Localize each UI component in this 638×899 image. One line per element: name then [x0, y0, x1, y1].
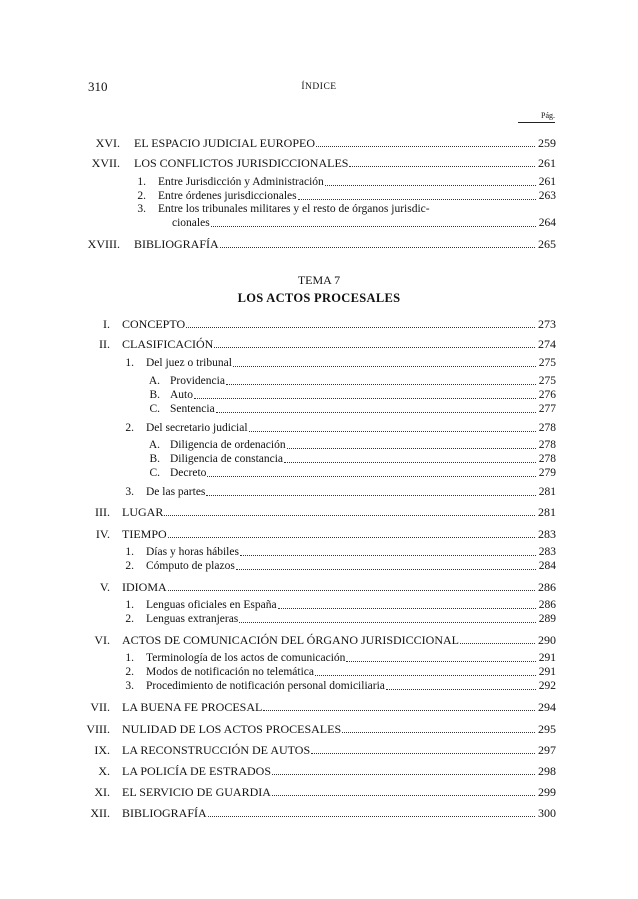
running-header: ÍNDICE	[301, 82, 337, 92]
leader-dots	[249, 430, 536, 432]
toc-label: Lenguas oficiales en España	[146, 599, 277, 611]
toc-page: 276	[538, 389, 556, 401]
toc-entry[interactable]	[122, 764, 556, 778]
leader-dots	[236, 568, 536, 570]
leader-dots	[214, 346, 535, 348]
leader-dots	[211, 225, 536, 227]
toc-label-line1: Entre los tribunales militares y el resto de órganos jurisdic-	[158, 203, 430, 215]
leader-dots	[220, 246, 535, 248]
leader-dots	[208, 815, 535, 817]
toc-page: 263	[538, 190, 556, 202]
toc-label: Decreto	[170, 467, 207, 479]
toc-label: LA RECONSTRUCCIÓN DE AUTOS	[122, 743, 311, 757]
toc-label: BIBLIOGRAFÍA	[134, 237, 219, 251]
toc-number: VI.	[94, 633, 110, 647]
toc-label: Del juez o tribunal	[146, 357, 232, 369]
toc-page: 281	[538, 505, 556, 519]
toc-entry[interactable]	[146, 612, 556, 626]
toc-page: 284	[538, 560, 556, 572]
toc-number: III.	[95, 505, 110, 519]
toc-number: XVI.	[95, 136, 120, 150]
leader-dots	[325, 184, 536, 186]
toc-entry[interactable]	[158, 175, 556, 189]
toc-page: 295	[538, 722, 556, 736]
toc-entry[interactable]	[146, 356, 556, 370]
toc-entry[interactable]	[146, 421, 556, 435]
toc-entry[interactable]	[170, 402, 556, 416]
toc-number: A.	[148, 375, 160, 387]
toc-number: IV.	[95, 527, 110, 541]
toc-number: XVIII.	[87, 237, 120, 251]
leader-dots	[186, 326, 535, 328]
leader-dots	[207, 475, 535, 477]
leader-dots	[206, 494, 535, 496]
leader-dots	[284, 461, 536, 463]
toc-number: B.	[149, 389, 160, 401]
toc-page: 291	[538, 666, 556, 678]
toc-entry[interactable]	[122, 580, 556, 594]
toc-number: 1.	[137, 176, 146, 188]
leader-dots	[287, 447, 536, 449]
toc-label: Sentencia	[170, 403, 215, 415]
toc-label: cionales	[172, 217, 210, 229]
leader-dots	[346, 660, 535, 662]
toc-number: VIII.	[86, 722, 110, 736]
toc-label: LA BUENA FE PROCESAL	[122, 700, 263, 714]
toc-page: 277	[538, 403, 556, 415]
toc-number: 1.	[125, 357, 134, 369]
toc-number: B.	[149, 453, 160, 465]
toc-page: 286	[538, 580, 556, 594]
toc-label: CLASIFICACIÓN	[122, 337, 214, 351]
toc-entry[interactable]	[122, 806, 556, 820]
leader-dots	[460, 642, 535, 644]
leader-dots	[226, 383, 536, 385]
toc-number: X.	[98, 764, 110, 778]
toc-entry[interactable]	[146, 651, 556, 665]
toc-entry[interactable]	[122, 337, 556, 351]
toc-page: 281	[538, 486, 556, 498]
toc-entry[interactable]	[146, 598, 556, 612]
toc-label: Providencia	[170, 375, 225, 387]
toc-entry[interactable]	[122, 317, 556, 331]
toc-label: LOS CONFLICTOS JURISDICCIONALES	[134, 156, 349, 170]
toc-page: 278	[538, 422, 556, 434]
page-number: 310	[88, 79, 108, 94]
toc-label: IDIOMA	[122, 580, 167, 594]
toc-number: 2.	[125, 613, 134, 625]
toc-number: 2.	[137, 190, 146, 202]
toc-number: XVII.	[91, 156, 120, 170]
toc-entry[interactable]	[134, 136, 556, 150]
toc-entry[interactable]	[146, 665, 556, 679]
leader-dots	[233, 365, 536, 367]
toc-entry[interactable]	[134, 237, 556, 251]
toc-number: 2.	[125, 666, 134, 678]
toc-number: I.	[103, 317, 110, 331]
toc-page: 278	[538, 453, 556, 465]
toc-number: 3.	[125, 680, 134, 692]
toc-label: De las partes	[146, 486, 206, 498]
toc-number: VII.	[90, 700, 110, 714]
toc-label: EL ESPACIO JUDICIAL EUROPEO	[134, 136, 316, 150]
toc-label: Entre órdenes jurisdiccionales	[158, 190, 297, 202]
toc-entry[interactable]	[146, 559, 556, 573]
toc-page: 299	[538, 785, 556, 799]
toc-entry[interactable]	[122, 743, 556, 757]
toc-entry[interactable]	[170, 374, 556, 388]
leader-dots	[194, 397, 536, 399]
toc-page: 278	[538, 439, 556, 451]
toc-entry[interactable]	[122, 700, 556, 714]
toc-entry[interactable]	[122, 505, 556, 519]
leader-dots	[298, 198, 536, 200]
leader-dots	[272, 794, 535, 796]
toc-page: 275	[538, 357, 556, 369]
toc-entry[interactable]	[158, 189, 556, 203]
toc-page: 274	[538, 337, 556, 351]
toc-number: 1.	[125, 599, 134, 611]
toc-label: Días y horas hábiles	[146, 546, 239, 558]
toc-entry[interactable]	[172, 216, 556, 230]
toc-number: C.	[149, 403, 160, 415]
toc-entry[interactable]	[122, 722, 556, 736]
toc-page: 264	[538, 217, 556, 229]
toc-page: 300	[538, 806, 556, 820]
toc-entry[interactable]	[134, 156, 556, 170]
leader-dots	[168, 589, 535, 591]
toc-label: LUGAR	[122, 505, 164, 519]
toc-label: BIBLIOGRAFÍA	[122, 806, 207, 820]
toc-number: 1.	[125, 652, 134, 664]
toc-page: 292	[538, 680, 556, 692]
tema-title: LOS ACTOS PROCESALES	[237, 291, 401, 305]
toc-page: 275	[538, 375, 556, 387]
page-column-label: Pág.	[518, 111, 555, 123]
toc-page: 291	[538, 652, 556, 664]
toc-label: CONCEPTO	[122, 317, 186, 331]
toc-entry[interactable]	[122, 633, 556, 647]
toc-number: V.	[99, 580, 110, 594]
toc-number: IX.	[94, 743, 110, 757]
toc-page: 286	[538, 599, 556, 611]
toc-page: 294	[538, 700, 556, 714]
toc-label: Cómputo de plazos	[146, 560, 235, 572]
toc-number: A.	[148, 439, 160, 451]
toc-label: Diligencia de constancia	[170, 453, 284, 465]
toc-label: ACTOS DE COMUNICACIÓN DEL ÓRGANO JURISDICCIONAL	[122, 633, 460, 647]
toc-page: 289	[538, 613, 556, 625]
toc-label: Lenguas extranjeras	[146, 613, 239, 625]
toc-page: 298	[538, 764, 556, 778]
toc-page: 261	[538, 156, 556, 170]
toc-label: EL SERVICIO DE GUARDIA	[122, 785, 271, 799]
toc-label: NULIDAD DE LOS ACTOS PROCESALES	[122, 722, 342, 736]
toc-label: Diligencia de ordenación	[170, 439, 286, 451]
leader-dots	[315, 674, 536, 676]
toc-page: 283	[538, 546, 556, 558]
toc-entry[interactable]	[122, 527, 556, 541]
toc-entry[interactable]	[170, 466, 556, 480]
leader-dots	[311, 752, 535, 754]
leader-dots	[278, 607, 536, 609]
toc-number: XI.	[94, 785, 110, 799]
leader-dots	[272, 773, 535, 775]
toc-number: 2.	[125, 422, 134, 434]
leader-dots	[164, 514, 535, 516]
leader-dots	[316, 145, 535, 147]
toc-entry[interactable]	[146, 485, 556, 499]
toc-number: XII.	[90, 806, 110, 820]
toc-entry[interactable]	[170, 388, 556, 402]
toc-entry[interactable]	[146, 679, 556, 693]
toc-page: 283	[538, 527, 556, 541]
toc-page: 261	[538, 176, 556, 188]
toc-page: 279	[538, 467, 556, 479]
leader-dots	[168, 536, 535, 538]
leader-dots	[386, 688, 536, 690]
leader-dots	[263, 709, 535, 711]
toc-number: 2.	[125, 560, 134, 572]
leader-dots	[239, 621, 535, 623]
toc-entry[interactable]	[170, 452, 556, 466]
toc-label: Entre Jurisdicción y Administración	[158, 176, 324, 188]
toc-label: Del secretario judicial	[146, 422, 248, 434]
leader-dots	[349, 165, 535, 167]
toc-label: Modos de notificación no telemática	[146, 666, 314, 678]
toc-number: II.	[99, 337, 110, 351]
toc-number: C.	[149, 467, 160, 479]
toc-label: TIEMPO	[122, 527, 167, 541]
toc-number: 3.	[137, 203, 146, 215]
toc-number: 3.	[125, 486, 134, 498]
toc-entry[interactable]	[122, 785, 556, 799]
tema-number: TEMA 7	[297, 273, 341, 287]
toc-label: Procedimiento de notificación personal domiciliaria	[146, 680, 385, 692]
toc-page: 265	[538, 237, 556, 251]
toc-label: Auto	[170, 389, 193, 401]
leader-dots	[240, 554, 536, 556]
toc-label: LA POLICÍA DE ESTRADOS	[122, 764, 272, 778]
toc-entry[interactable]	[146, 545, 556, 559]
toc-number: 1.	[125, 546, 134, 558]
toc-entry[interactable]	[170, 438, 556, 452]
leader-dots	[342, 731, 535, 733]
toc-page: 297	[538, 743, 556, 757]
toc-page: 290	[538, 633, 556, 647]
leader-dots	[216, 411, 536, 413]
toc-page: 259	[538, 136, 556, 150]
toc-page: 273	[538, 317, 556, 331]
toc-label: Terminología de los actos de comunicación	[146, 652, 346, 664]
